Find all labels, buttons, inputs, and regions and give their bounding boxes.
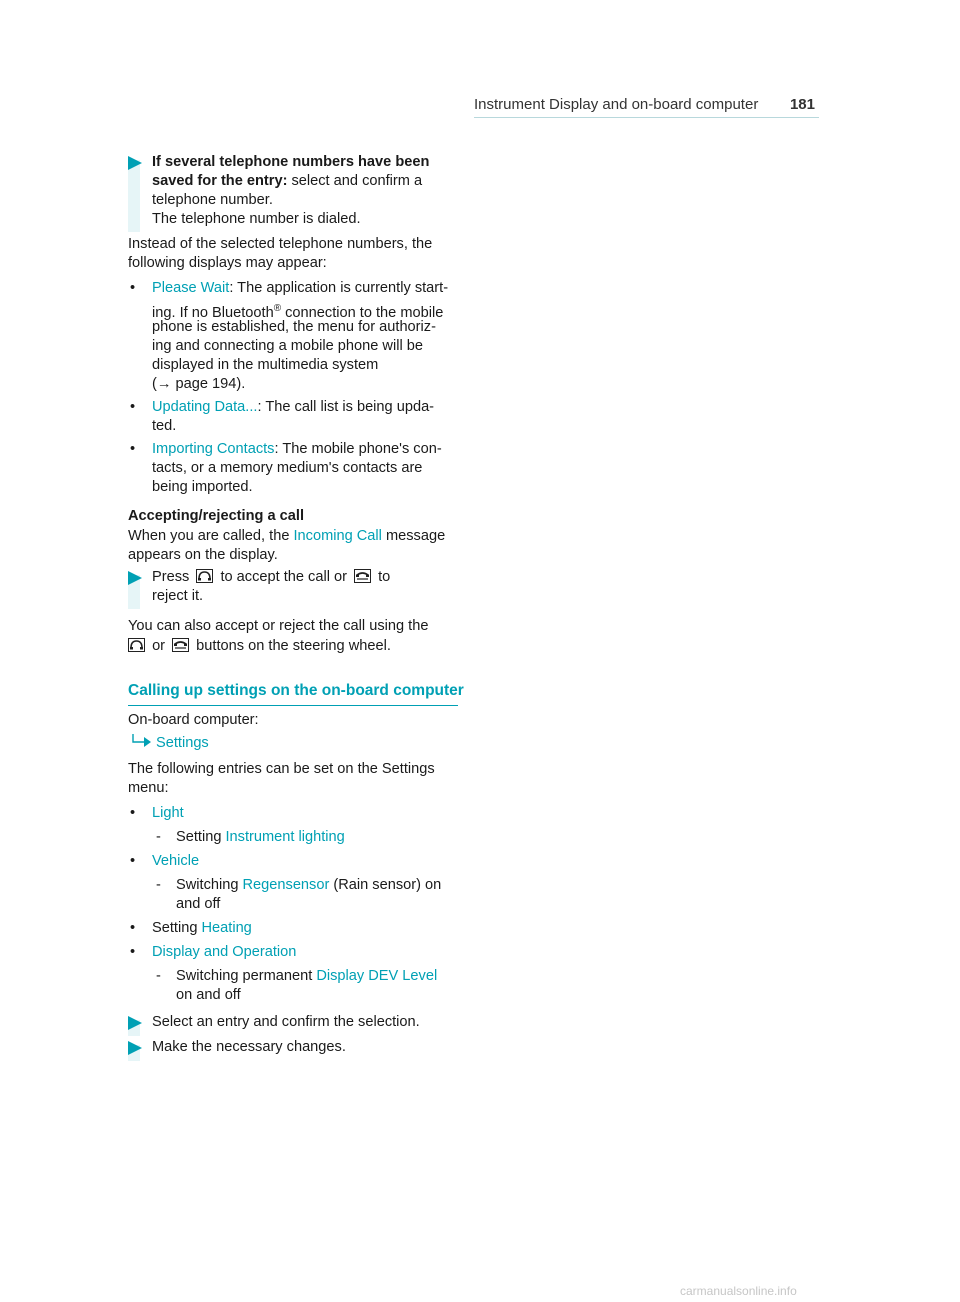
dash: - <box>156 829 161 845</box>
step-text: to accept the call or <box>220 569 347 585</box>
header-title: Instrument Display and on-board computer <box>474 96 759 113</box>
step-text: Select an entry and confirm the selection. <box>152 1014 420 1030</box>
footer-watermark: carmanualsonline.info <box>680 1284 797 1298</box>
section-rule <box>128 705 458 706</box>
header-rule <box>474 117 819 118</box>
step-text: reject it. <box>152 588 204 604</box>
step-arrow-icon <box>128 1016 142 1030</box>
menu-path-arrow-icon <box>132 734 152 748</box>
step-text: to <box>378 569 391 585</box>
step-text: Make the necessary changes. <box>152 1039 346 1055</box>
menu-path-settings[interactable]: Settings <box>156 735 209 751</box>
note-text: You can also accept or reject the call using the <box>128 618 429 634</box>
display-text: ted. <box>152 418 177 434</box>
settings-sub-text: Setting <box>176 829 226 845</box>
page-reference[interactable]: (→ page 194). <box>152 376 246 392</box>
display-text: ing. If no Bluetooth <box>152 305 274 321</box>
phone-reject-icon <box>354 569 371 583</box>
intro-line-1: Instead of the selected telephone numbers, the <box>128 236 433 252</box>
settings-sub-text: Switching <box>176 877 243 893</box>
settings-sub-text: (Rain sensor) on <box>329 877 442 893</box>
settings-label-vehicle: Vehicle <box>152 853 200 869</box>
settings-label-display-dev-level: Display DEV Level <box>316 968 438 984</box>
display-label-updating-data: Updating Data... <box>152 399 258 415</box>
running-header <box>474 95 819 115</box>
bullet: • <box>130 853 136 869</box>
display-text: : The call list is being upda- <box>257 399 435 415</box>
section-title: Calling up settings on the on-board computer <box>128 682 464 699</box>
dash: - <box>156 968 161 984</box>
display-text: tacts, or a memory medium's contacts are <box>152 460 423 476</box>
bullet: • <box>130 399 136 415</box>
step-line-3: telephone number. <box>152 192 273 208</box>
step-stripe <box>128 160 140 232</box>
settings-sub-text: Switching permanent <box>176 968 317 984</box>
display-label-please-wait: Please Wait <box>152 280 230 296</box>
note-text: buttons on the steering wheel. <box>196 638 391 654</box>
step-bold-2: saved for the entry: <box>152 173 288 189</box>
settings-label-display-operation: Display and Operation <box>152 944 297 960</box>
display-text: displayed in the multimedia system <box>152 357 379 373</box>
settings-label-light: Light <box>152 805 184 821</box>
registered-mark: ® <box>273 303 282 314</box>
accepting-text: When you are called, the <box>128 528 294 544</box>
step-arrow-icon <box>128 1041 142 1055</box>
display-text: ing and connecting a mobile phone will be <box>152 338 423 354</box>
settings-text: The following entries can be set on the Settings <box>128 761 435 777</box>
bullet: • <box>130 805 136 821</box>
step-rest-2: select and confirm a <box>287 173 423 189</box>
settings-sub-text: and off <box>176 896 221 912</box>
accepting-heading: Accepting/rejecting a call <box>128 508 304 524</box>
phone-reject-icon <box>172 638 189 652</box>
phone-accept-icon <box>128 638 145 652</box>
display-text: : The application is currently start- <box>229 280 449 296</box>
display-label-importing-contacts: Importing Contacts <box>152 441 275 457</box>
settings-label-regensensor: Regensensor <box>242 877 330 893</box>
bullet: • <box>130 441 136 457</box>
dash: - <box>156 877 161 893</box>
settings-text: Setting <box>152 920 202 936</box>
step-line-4: The telephone number is dialed. <box>152 211 361 227</box>
settings-sub-text: on and off <box>176 987 241 1003</box>
intro-line-2: following displays may appear: <box>128 255 327 271</box>
accepting-text: message <box>381 528 446 544</box>
settings-label-heating: Heating <box>201 920 252 936</box>
incoming-call-label: Incoming Call <box>293 528 382 544</box>
bullet: • <box>130 944 136 960</box>
page-number: 181 <box>789 96 815 113</box>
settings-text: menu: <box>128 780 169 796</box>
step-bold-1: If several telephone numbers have been <box>152 154 430 170</box>
display-text: connection to the mobile <box>281 305 444 321</box>
step-text: Press <box>152 569 190 585</box>
display-text: phone is established, the menu for authoriz- <box>152 319 436 335</box>
display-text: : The mobile phone's con- <box>274 441 442 457</box>
phone-accept-icon <box>196 569 213 583</box>
accepting-text: appears on the display. <box>128 547 278 563</box>
step-arrow-icon <box>128 571 142 585</box>
settings-intro-text: On-board computer: <box>128 712 259 728</box>
step-arrow-icon <box>128 156 142 170</box>
settings-label-instrument-lighting: Instrument lighting <box>225 829 345 845</box>
note-text: or <box>152 638 166 654</box>
display-text: being imported. <box>152 479 253 495</box>
bullet: • <box>130 280 136 296</box>
bullet: • <box>130 920 136 936</box>
